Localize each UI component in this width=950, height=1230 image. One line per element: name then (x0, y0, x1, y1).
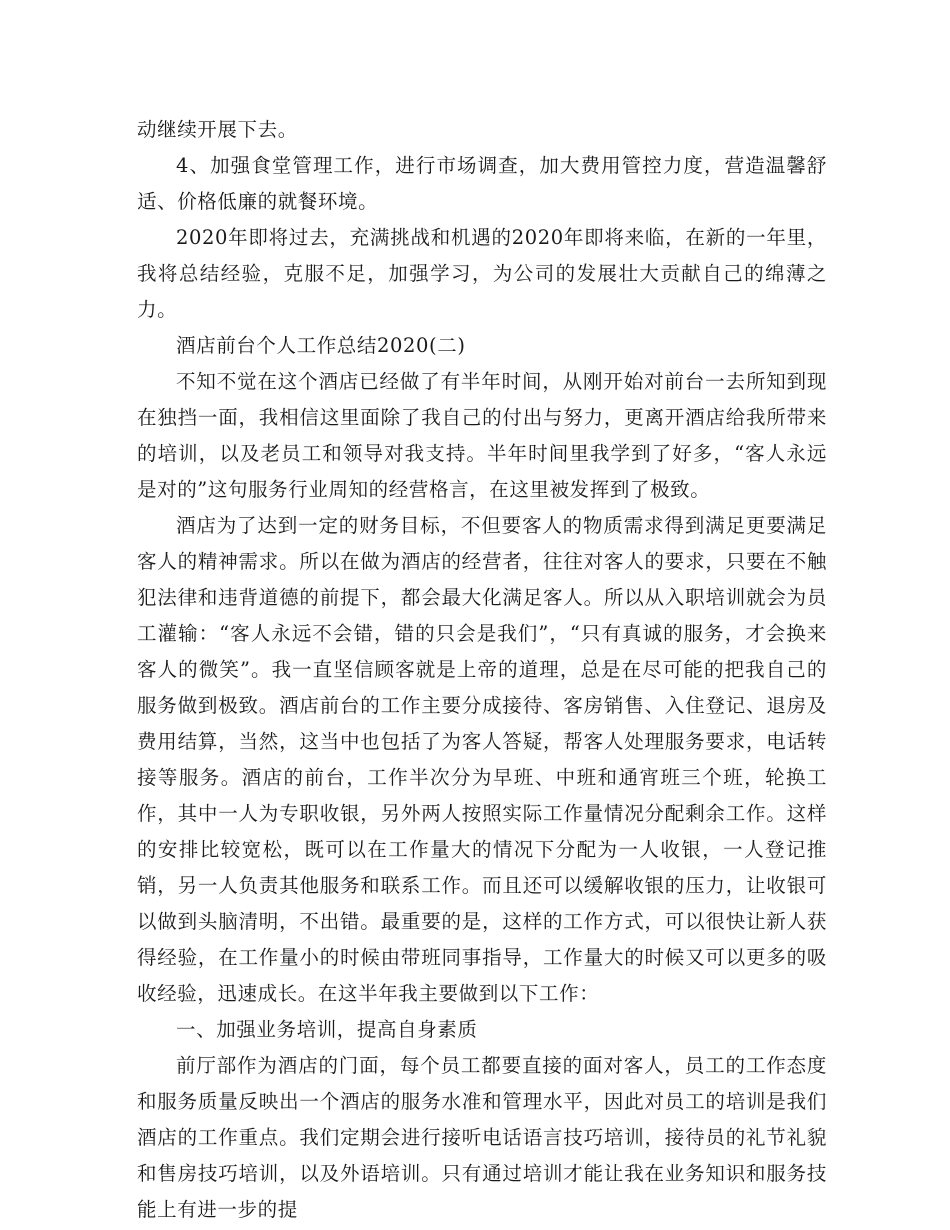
section-heading-training: 一、加强业务培训，提高自身素质 (176, 1018, 478, 1041)
paragraph-training: 前厅部作为酒店的门面，每个员工都要直接的面对客人，员工的工作态度和服务质量反映出一个酒店的服务水准和管理水平，因此对员工的培训是我们酒店的工作重点。我们定期会进行接听电话语言技巧培训，接待员的礼节礼貌和售房技巧培训，以及外语培训。只有通过培训才能让我在业务知识和服务技能上有进一步的提 (137, 1054, 827, 1221)
paragraph-closing: 2020年即将过去，充满挑战和机遇的2020年即将来临，在新的一年里，我将总结经验，克服不足，加强学习，为公司的发展壮大贡献自己的绵薄之力。 (137, 226, 827, 321)
section-heading-summary-2: 酒店前台个人工作总结2020(二) (176, 334, 466, 357)
paragraph-intro: 不知不觉在这个酒店已经做了有半年时间，从刚开始对前台一去所知到现在独挡一面，我相信这里面除了我自己的付出与努力，更离开酒店给我所带来的培训，以及老员工和领导对我支持。半年时间里我学到了好多，“客人永远是对的”这句服务行业周知的经营格言，在这里被发挥到了极致。 (137, 370, 827, 501)
paragraph-front-desk-work: 酒店为了达到一定的财务目标，不但要客人的物质需求得到满足更要满足客人的精神需求。所以在做为酒店的经营者，往往对客人的要求，只要在不触犯法律和违背道德的前提下，都会最大化满足客人。所以从入职培训就会为员工灌输：“客人永远不会错，错的只会是我们”，“只有真诚的服务，才会换来客人的微笑”。我一直坚信顾客就是上帝的道理，总是在尽可能的把我自己的服务做到极致。酒店前台的工作主要分成接待、客房销售、入住登记、退房及费用结算，当然，这当中也包括了为客人答疑，帮客人处理服务要求，电话转接等服务。酒店的前台，工作半次分为早班、中班和通宵班三个班，轮换工作，其中一人为专职收银，另外两人按照实际工作量情况分配剩余工作。这样的安排比较宽松，既可以在工作量大的情况下分配为一人收银，一人登记推销，另一人负责其他服务和联系工作。而且还可以缓解收银的压力，让收银可以做到头脑清明，不出错。最重要的是，这样的工作方式，可以很快让新人获得经验，在工作量小的时候由带班同事指导，工作量大的时候又可以更多的吸收经验，迅速成长。在这半年我主要做到以下工作： (137, 514, 827, 1005)
paragraph-item-4: 4、加强食堂管理工作，进行市场调查，加大费用管控力度，营造温馨舒适、价格低廉的就餐环境。 (137, 154, 827, 213)
paragraph-continuation: 动继续开展下去。 (137, 118, 298, 141)
document-body (137, 112, 827, 1228)
